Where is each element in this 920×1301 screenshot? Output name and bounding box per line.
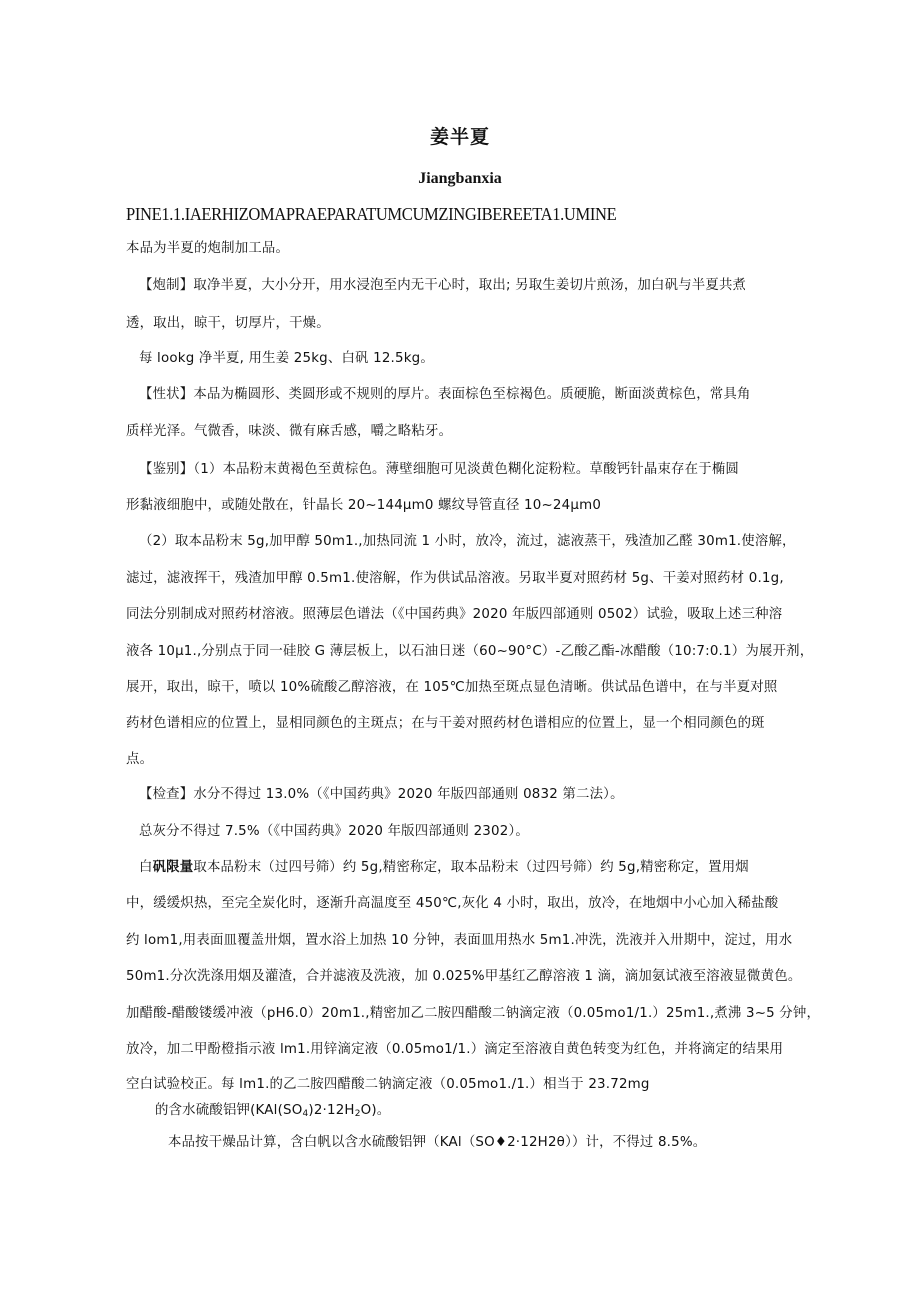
alum-limit-line: 加醋酸-醋酸镂缓冲液（pH6.0）20m1.,精密加乙二胺四醋酸二钠滴定液（0.05mo1/1.）25m1.,煮沸 3~5 分钟， [126, 1006, 821, 1021]
content-limit: 本品按干燥品计算，含白帆以含水硫酸铝钾（KAl（SO♦2·12H2θ））计，不得过 8.5%。 [168, 1135, 707, 1150]
page-title: 姜半夏 [429, 126, 490, 148]
formula-text: 的含水硫酸铝钾(KAl(SO [155, 1103, 303, 1118]
alum-limit-line: 50m1.分次洗涤用烟及灌渣，合并滤液及洗液，加 0.025%甲基红乙醇溶液 1 滴，滴加氨试液至溶液显微黄色。 [126, 969, 802, 984]
alum-heading-plain: 白 [139, 860, 153, 875]
paozhi-ratio: 每 lookg 净半夏, 用生姜 25kg、白矾 12.5kg。 [139, 351, 434, 366]
formula-subscript: 2 [354, 1109, 361, 1119]
xingzhuang-line-1: 【性状】本品为椭圆形、类圆形或不规则的厚片。表面棕色至棕褐色。质硬脆，断面淡黄棕色，常具角 [139, 387, 751, 402]
paozhi-line-1: 【炮制】取净半夏，大小分开，用水浸泡至内无干心时，取出; 另取生姜切片煎汤，加白矾与半夏共煮 [139, 278, 747, 293]
jianbie-p2-line: 液各 10μ1.,分别点于同一硅胶 G 薄层板上，以石油日迷（60~90°C）-乙酸乙酯-冰醋酸（10:7:0.1）为展开剂， [126, 644, 814, 659]
intro-text: 本品为半夏的炮制加工品。 [126, 241, 290, 256]
jianbie-line-2: 形黏液细胞中，或随处散在，针晶长 20~144μm0 螺纹导管直径 10~24μm0 [126, 498, 602, 513]
alum-limit-line: 中，缓缓炽热，至完全炭化时，逐渐升高温度至 450℃,灰化 4 小时，取出，放冷，在地烟中小心加入稀盐酸 [126, 896, 779, 911]
formula-text: )2·12H [308, 1103, 355, 1118]
jiancha-ash: 总灰分不得过 7.5%（《中国药典》2020 年版四部通则 2302）。 [139, 824, 529, 839]
alum-limit-line-1 [139, 856, 749, 875]
jianbie-line-1: 【鉴别】（1）本品粉末黄褐色至黄棕色。薄壁细胞可见淡黄色糊化淀粉粒。草酸钙针晶束存在于椭圆 [139, 462, 740, 477]
jianbie-p2-line: （2）取本品粉末 5g,加甲醇 50m1.,加热同流 1 小时，放冷，流过，滤液蒸干，残渣加乙醛 30m1.使溶解， [139, 534, 796, 549]
xingzhuang-line-2: 质样光泽。气微香，味淡、微有麻舌感，嚼之略粘牙。 [126, 424, 453, 439]
jianbie-p2-line: 同法分别制成对照药材溶液。照薄层色谱法（《中国药典》2020 年版四部通则 0502）试验，吸取上述三种溶 [126, 607, 783, 622]
jianbie-p2-line: 点。 [126, 752, 154, 767]
alum-limit-line: 空白试验校正。每 lm1.的乙二胺四醋酸二钠滴定液（0.05mo1./1.）相当于 23.72mg [126, 1077, 650, 1092]
jianbie-p2-line: 滤过，滤液挥干，残渣加甲醇 0.5m1.使溶解，作为供试品溶液。另取半夏对照药材 5g、干姜对照药材 0.1g, [126, 571, 784, 586]
formula-text: O)。 [360, 1103, 391, 1118]
formula-subscript: 4 [302, 1109, 309, 1119]
jianbie-p2-line: 药材色谱相应的位置上，显相同颜色的主斑点；在与干姜对照药材色谱相应的位置上，显一个相同颜色的斑 [126, 716, 765, 731]
latin-name: PINE1.1.IAERHIZOMAPRAEPARATUMCUMZINGIBEREETA1.UMINE [126, 204, 617, 224]
alum-limit-line: 放冷，加二甲酚橙指示液 lm1.用锌滴定液（0.05mo1/1.）滴定至溶液自黄色转变为红色，并将滴定的结果用 [126, 1042, 784, 1057]
paozhi-line-2: 透，取出，晾干，切厚片，干燥。 [126, 316, 330, 331]
alum-limit-line: 约 lom1,用表面皿覆盖卅烟，置水浴上加热 10 分钟，表面皿用热水 5m1.冲洗，洗液并入卅期中，淀过，用水 [126, 933, 793, 948]
pinyin-name: Jiangbanxia [418, 170, 502, 187]
alum-formula-line [155, 1099, 390, 1119]
alum-text: 取本品粉末（过四号筛）约 5g,精密称定，取本品粉末（过四号筛）约 5g,精密称定，置用烟 [193, 860, 749, 875]
jiancha-water: 【检查】水分不得过 13.0%（《中国药典》2020 年版四部通则 0832 第二法）。 [139, 787, 624, 802]
jianbie-p2-line: 展开，取出，晾干，喷以 10%硫酸乙醇溶液，在 105℃加热至斑点显色清晰。供试品色谱中，在与半夏对照 [126, 680, 778, 695]
alum-heading-bold: 矾限量 [152, 860, 194, 875]
